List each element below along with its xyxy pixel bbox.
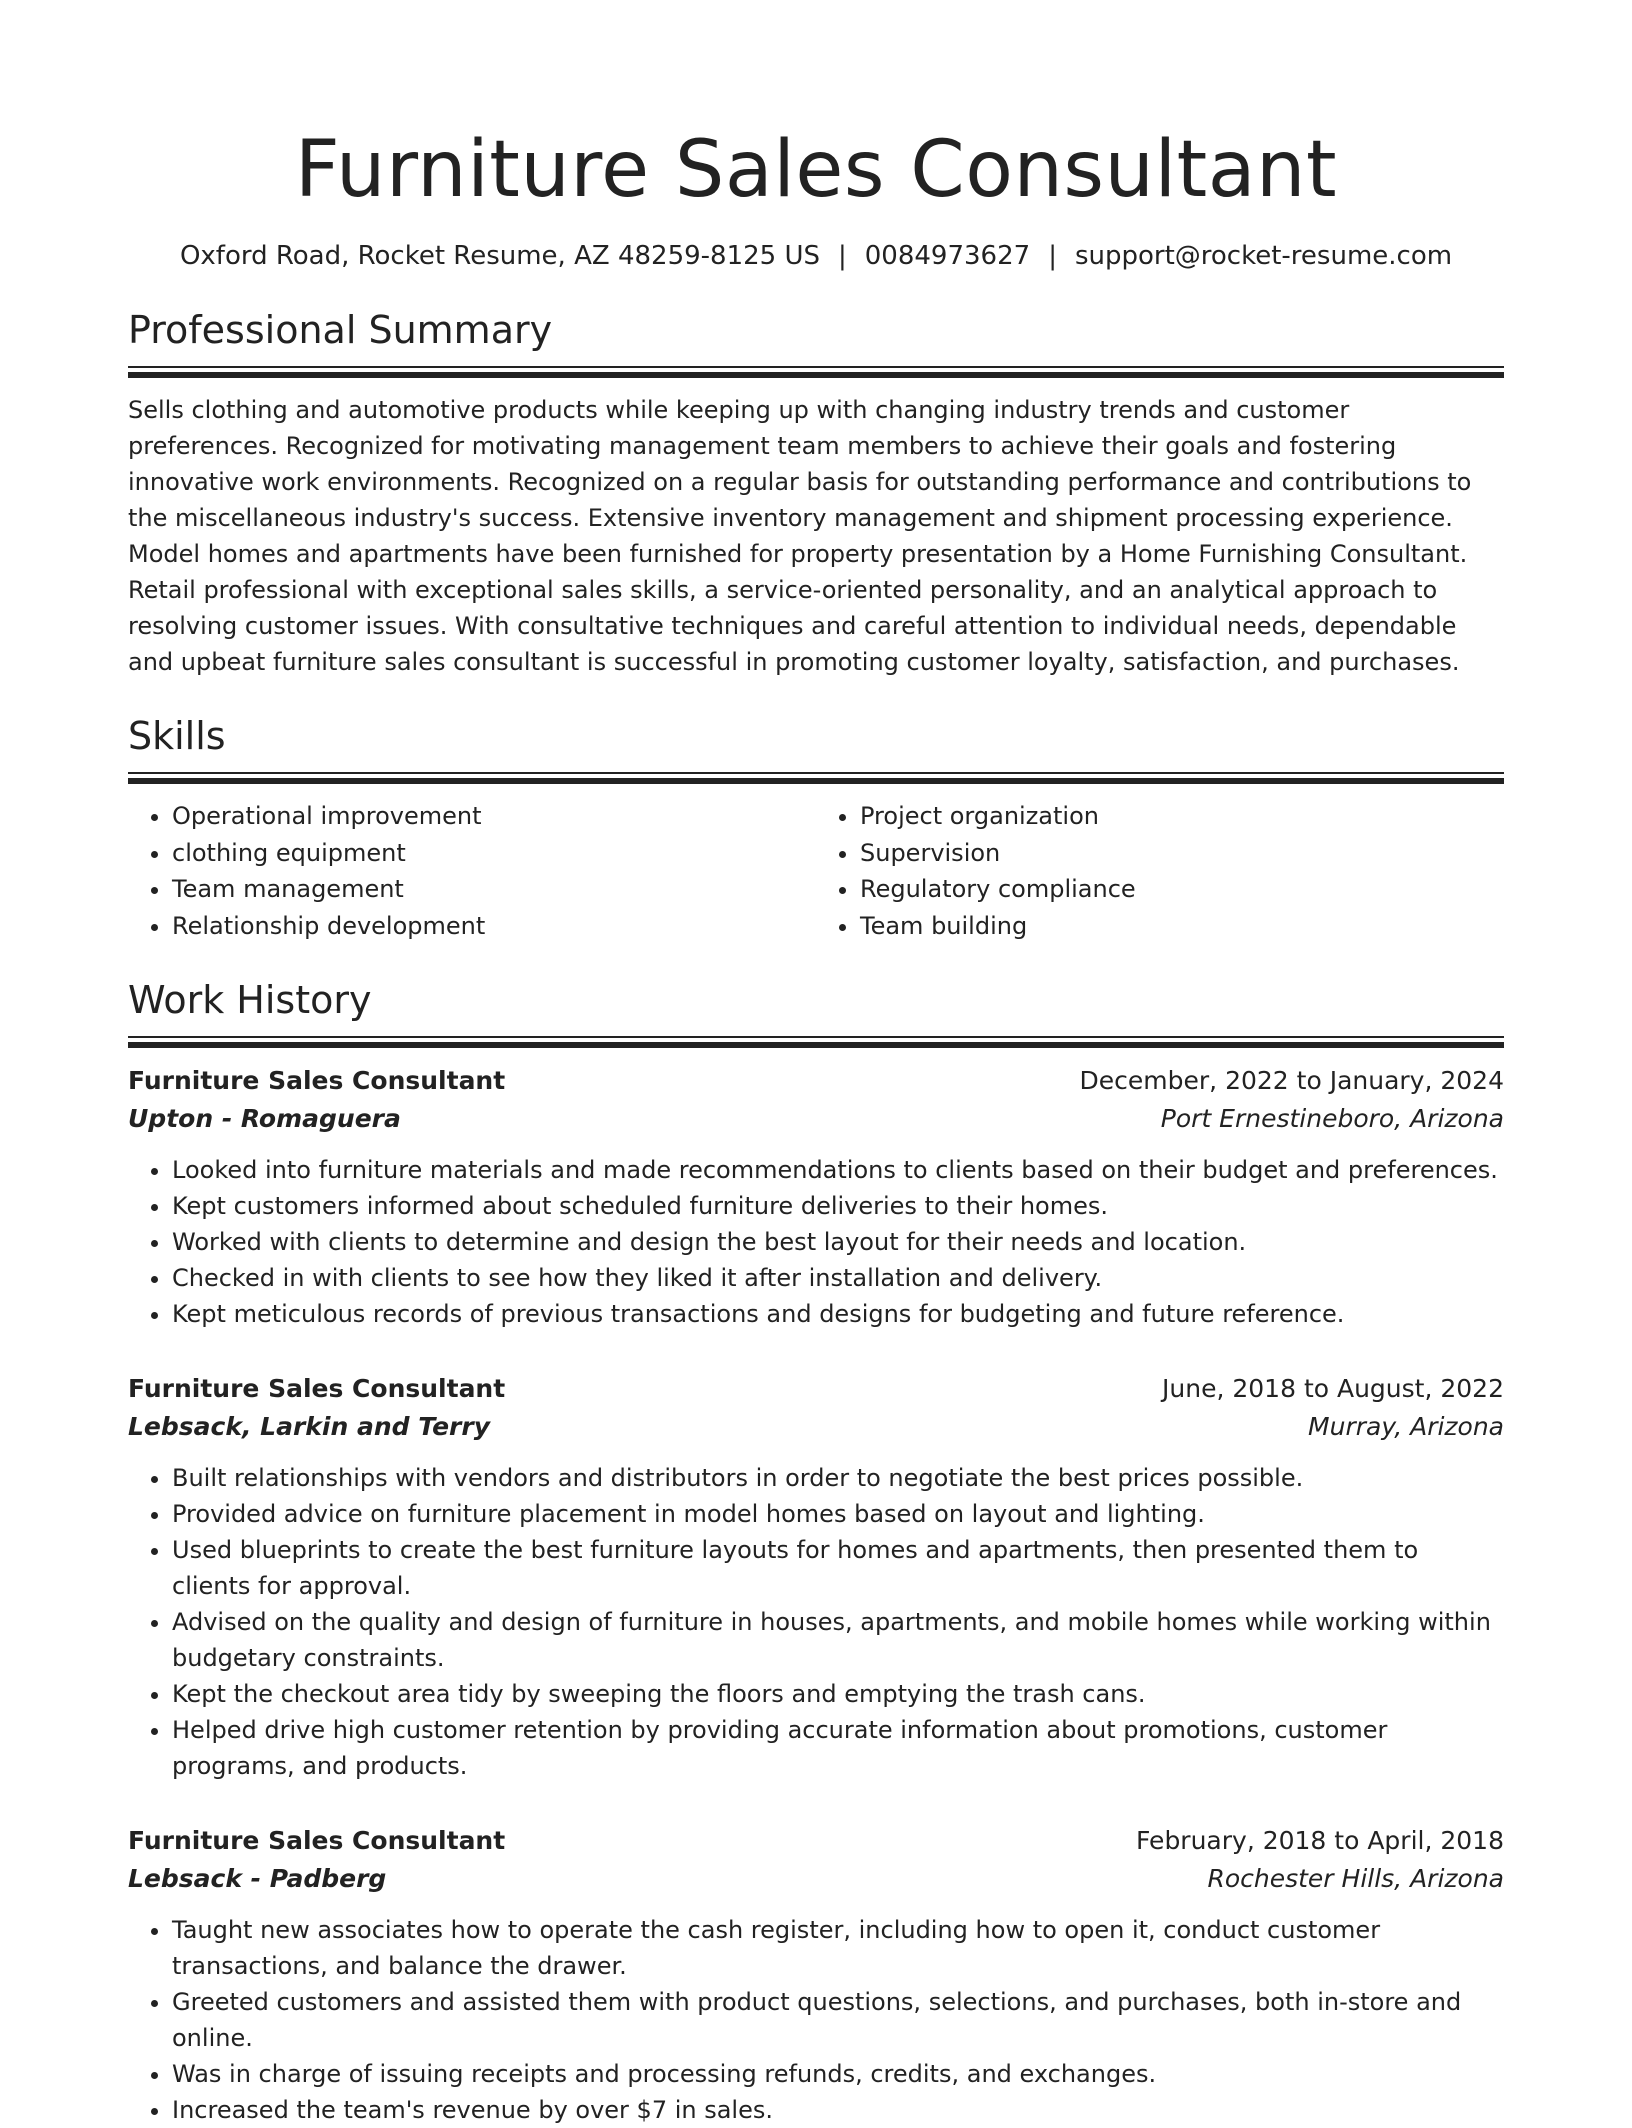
section-divider bbox=[128, 1036, 1504, 1048]
job-entry bbox=[128, 1370, 1504, 1784]
job-company: Lebsack - Padberg bbox=[128, 1864, 387, 1893]
contact-address: Oxford Road, Rocket Resume, AZ 48259-8125 US bbox=[179, 241, 820, 271]
job-duty: • Greeted customers and assisted them with product questions, selections, and purchases, both in-store and online. bbox=[172, 1984, 1504, 2056]
contact-email[interactable]: support@rocket-resume.com bbox=[1074, 241, 1453, 271]
section-divider bbox=[128, 772, 1504, 784]
skill-item: • Relationship development bbox=[172, 908, 816, 945]
job-title: Furniture Sales Consultant bbox=[128, 1066, 506, 1095]
work-history-section bbox=[128, 976, 1504, 2128]
job-duty: • Checked in with clients to see how they liked it after installation and delivery. bbox=[172, 1260, 1504, 1296]
skill-item: • Project organization bbox=[860, 798, 1504, 835]
skills-section bbox=[128, 712, 1504, 944]
summary-section bbox=[128, 306, 1504, 680]
job-duty: • Kept meticulous records of previous transactions and designs for budgeting and future reference. bbox=[172, 1296, 1504, 1332]
contact-line bbox=[128, 238, 1504, 274]
job-duty: • Kept the checkout area tidy by sweeping the floors and emptying the trash cans. bbox=[172, 1676, 1504, 1712]
skill-item: • Team building bbox=[860, 908, 1504, 945]
job-duty: • Provided advice on furniture placement in model homes based on layout and lighting. bbox=[172, 1496, 1504, 1532]
job-company: Lebsack, Larkin and Terry bbox=[128, 1412, 491, 1441]
job-duty: • Used blueprints to create the best furniture layouts for homes and apartments, then presented them to clients for approval. bbox=[172, 1532, 1504, 1604]
job-duty: • Helped drive high customer retention by providing accurate information about promotions, customer programs, and products. bbox=[172, 1712, 1504, 1784]
skill-item: • Team management bbox=[172, 871, 816, 908]
skills-list-right bbox=[816, 798, 1504, 944]
skill-item: • Supervision bbox=[860, 835, 1504, 872]
job-duty: • Increased the team's revenue by over $7 in sales. bbox=[172, 2092, 1504, 2128]
job-entry bbox=[128, 1062, 1504, 1332]
contact-separator: | bbox=[838, 241, 847, 271]
job-entry bbox=[128, 1822, 1504, 2128]
job-location: Rochester Hills, Arizona bbox=[1207, 1864, 1504, 1893]
skill-item: • Regulatory compliance bbox=[860, 871, 1504, 908]
job-title: Furniture Sales Consultant bbox=[128, 1374, 506, 1403]
job-duty: • Looked into furniture materials and made recommendations to clients based on their budget and preferences. bbox=[172, 1152, 1504, 1188]
job-location: Port Ernestineboro, Arizona bbox=[1160, 1104, 1504, 1133]
job-duty: • Worked with clients to determine and design the best layout for their needs and location. bbox=[172, 1224, 1504, 1260]
section-title-work-history: Work History bbox=[128, 978, 372, 1022]
job-dates: June, 2018 to August, 2022 bbox=[1162, 1374, 1504, 1403]
job-dates: December, 2022 to January, 2024 bbox=[1079, 1066, 1504, 1095]
skills-list-left bbox=[128, 798, 816, 944]
section-divider bbox=[128, 366, 1504, 378]
job-duty: • Taught new associates how to operate the cash register, including how to open it, conduct customer transactions, and balance the drawer. bbox=[172, 1912, 1504, 1984]
job-company: Upton - Romaguera bbox=[128, 1104, 401, 1133]
summary-text: Sells clothing and automotive products while keeping up with changing industry trends and customer preferences. Recognized for motivating management team members to achieve their goals and fostering innovative work environments. Recognized on a regular basis for outstanding performance and contributions to the miscellaneous industry's success. Extensive inventory management and shipment processing experience. Model homes and apartments have been furnished for property presentation by a Home Furnishing Consultant. Retail professional with exceptional sales skills, a service-oriented personality, and an analytical approach to resolving customer issues. With consultative techniques and careful attention to individual needs, dependable and upbeat furniture sales consultant is successful in promoting customer loyalty, satisfaction, and purchases. bbox=[128, 396, 1472, 676]
job-title: Furniture Sales Consultant bbox=[128, 1826, 506, 1855]
job-duties bbox=[128, 1460, 1504, 1784]
skill-item: • Operational improvement bbox=[172, 798, 816, 835]
job-duty: • Built relationships with vendors and distributors in order to negotiate the best prices possible. bbox=[172, 1460, 1504, 1496]
section-title-skills: Skills bbox=[128, 714, 226, 758]
skill-item: • clothing equipment bbox=[172, 835, 816, 872]
resume-name: Furniture Sales Consultant bbox=[294, 125, 1338, 215]
skills-columns bbox=[128, 798, 1504, 944]
job-duty: • Kept customers informed about scheduled furniture deliveries to their homes. bbox=[172, 1188, 1504, 1224]
job-duty: • Advised on the quality and design of furniture in houses, apartments, and mobile homes while working within budgetary constraints. bbox=[172, 1604, 1504, 1676]
section-title-summary: Professional Summary bbox=[128, 308, 553, 352]
job-location: Murray, Arizona bbox=[1308, 1412, 1504, 1441]
job-dates: February, 2018 to April, 2018 bbox=[1136, 1826, 1504, 1855]
job-duty: • Was in charge of issuing receipts and processing refunds, credits, and exchanges. bbox=[172, 2056, 1504, 2092]
job-duties bbox=[128, 1152, 1504, 1332]
contact-phone: 0084973627 bbox=[864, 241, 1031, 271]
job-duties bbox=[128, 1912, 1504, 2128]
contact-separator: | bbox=[1048, 241, 1057, 271]
